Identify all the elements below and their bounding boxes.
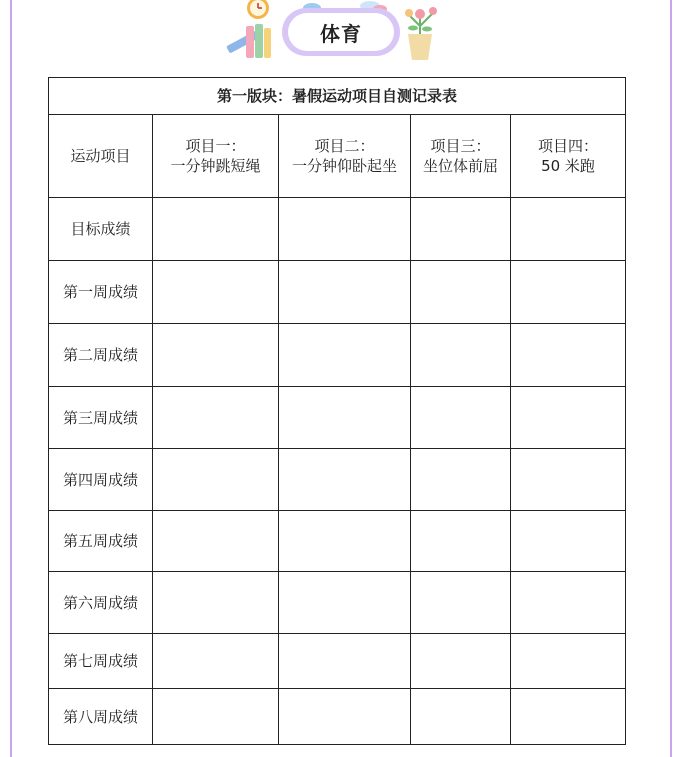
column-header-4 — [511, 115, 626, 198]
entry-cell[interactable] — [411, 572, 511, 634]
entry-cell[interactable] — [511, 511, 626, 572]
entry-cell[interactable] — [411, 387, 511, 449]
table-row — [49, 261, 626, 324]
table-row — [49, 324, 626, 387]
table-row — [49, 198, 626, 261]
column-header-1 — [153, 115, 279, 198]
entry-cell[interactable] — [153, 261, 279, 324]
entry-cell[interactable] — [279, 261, 411, 324]
row-label: 第三周成绩 — [49, 387, 153, 449]
table-row — [49, 572, 626, 634]
entry-cell[interactable] — [279, 572, 411, 634]
entry-cell[interactable] — [279, 198, 411, 261]
table-row — [49, 634, 626, 689]
column-header-2-line2: 一分钟仰卧起坐 — [291, 157, 397, 175]
entry-cell[interactable] — [153, 449, 279, 511]
entry-cell[interactable] — [153, 634, 279, 689]
title-badge — [282, 8, 400, 56]
column-header-4-line2: 50 米跑 — [541, 157, 595, 175]
row-label: 目标成绩 — [49, 198, 153, 261]
entry-cell[interactable] — [511, 689, 626, 745]
entry-cell[interactable] — [279, 387, 411, 449]
entry-cell[interactable] — [511, 387, 626, 449]
caption-row — [49, 78, 626, 115]
entry-cell[interactable] — [153, 511, 279, 572]
entry-cell[interactable] — [411, 689, 511, 745]
row-label: 第七周成绩 — [49, 634, 153, 689]
entry-cell[interactable] — [411, 324, 511, 387]
table-caption: 第一版块：暑假运动项目自测记录表 — [49, 78, 626, 115]
column-header-2-line1: 项目二： — [314, 137, 375, 155]
entry-cell[interactable] — [511, 324, 626, 387]
entry-cell[interactable] — [511, 634, 626, 689]
entry-cell[interactable] — [511, 261, 626, 324]
entry-cell[interactable] — [511, 449, 626, 511]
entry-cell[interactable] — [279, 689, 411, 745]
column-header-1-line2: 一分钟跳短绳 — [170, 157, 261, 175]
corner-label: 运动项目 — [49, 115, 153, 198]
column-header-3 — [411, 115, 511, 198]
entry-cell[interactable] — [153, 387, 279, 449]
row-label: 第八周成绩 — [49, 689, 153, 745]
entry-cell[interactable] — [511, 572, 626, 634]
entry-cell[interactable] — [153, 689, 279, 745]
row-label: 第四周成绩 — [49, 449, 153, 511]
entry-cell[interactable] — [279, 634, 411, 689]
entry-cell[interactable] — [279, 324, 411, 387]
entry-cell[interactable] — [511, 198, 626, 261]
entry-cell[interactable] — [411, 511, 511, 572]
row-label: 第二周成绩 — [49, 324, 153, 387]
section-title: 体育 — [320, 21, 362, 46]
entry-cell[interactable] — [411, 449, 511, 511]
row-label: 第六周成绩 — [49, 572, 153, 634]
header-row — [49, 115, 626, 198]
flower-pot-icon — [405, 7, 437, 60]
column-header-1-line1: 项目一： — [185, 137, 246, 155]
column-header-4-line1: 项目四： — [537, 137, 598, 155]
row-label: 第一周成绩 — [49, 261, 153, 324]
title-badge-inner — [288, 13, 394, 51]
column-header-3-line2: 坐位体前屈 — [422, 157, 498, 175]
table-row — [49, 511, 626, 572]
entry-cell[interactable] — [153, 572, 279, 634]
entry-cell[interactable] — [279, 449, 411, 511]
entry-cell[interactable] — [153, 324, 279, 387]
table-row — [49, 689, 626, 745]
self-test-record-table — [48, 77, 626, 745]
row-label: 第五周成绩 — [49, 511, 153, 572]
column-header-2 — [279, 115, 411, 198]
page-border-left — [10, 0, 12, 757]
entry-cell[interactable] — [279, 511, 411, 572]
entry-cell[interactable] — [153, 198, 279, 261]
entry-cell[interactable] — [411, 634, 511, 689]
table-row — [49, 387, 626, 449]
table-row — [49, 449, 626, 511]
entry-cell[interactable] — [411, 198, 511, 261]
entry-cell[interactable] — [411, 261, 511, 324]
column-header-3-line1: 项目三： — [430, 137, 491, 155]
alarm-clock-and-books-icon — [226, 0, 271, 58]
page-border-right — [670, 0, 672, 757]
